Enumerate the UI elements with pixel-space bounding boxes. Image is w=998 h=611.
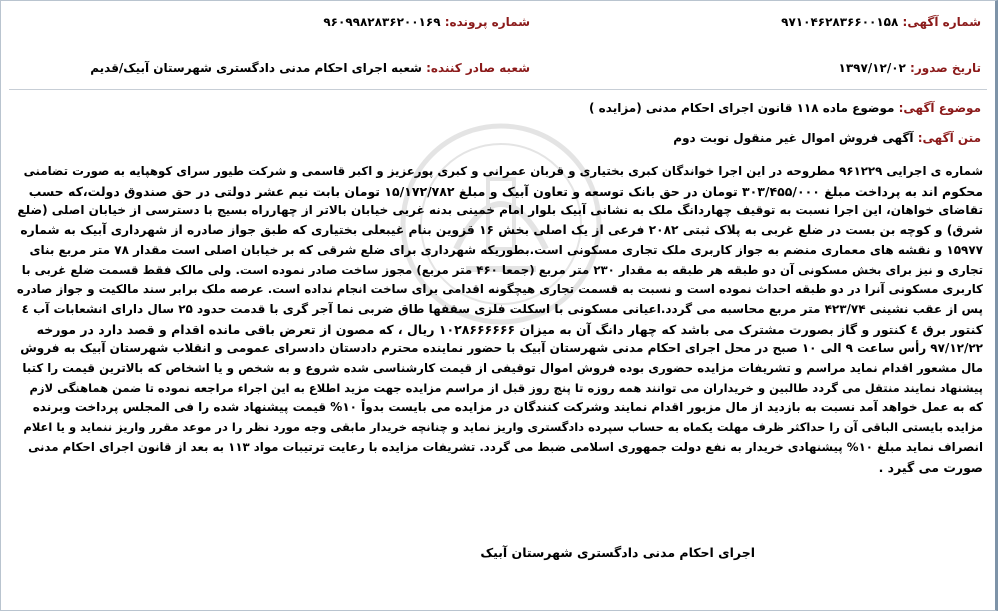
body-line: مزایده بایستی الباقی آن را حداکثر ظرف مهلت یکماه به حساب سپرده دادگستری واریز نماید و چنانچه خریدار مابقی وجه مورد نظر را در موعد مقرر واریز ننماید و یا اعلام (23, 420, 983, 435)
header-separator (9, 89, 987, 90)
body-line: پیشنهاد نمایند منتقل می گردد طالبین و خریداران می توانند همه روزه تا پنج روز قبل از مراسم مزایده جهت مزید اطلاع به این اجراء مراجعه نموده تا ضمن هماهنگی لازم (29, 380, 983, 395)
body-line: شرق) و کوچه بن بست در ضلع غربی به پلاک ثبتی ۲۰۸۲ فرعی از یک اصلی بخش ۱۶ قزوین بنام غیبعلی بختیاری که طبق جواز صادره از شهرداری آبیک به شماره (20, 223, 983, 238)
ad-number-value: ۹۷۱۰۴۶۲۸۳۶۶۰۰۱۵۸ (781, 15, 899, 29)
case-number (323, 15, 530, 29)
issue-date (839, 61, 982, 75)
body-line: صورت می گیرد . (878, 459, 983, 475)
signature: اجرای احکام مدنی دادگستری شهرستان آبیک (480, 545, 755, 560)
ad-number (781, 15, 981, 29)
body-line: انصراف نماید مبلغ ۱۰% پیشنهادی خریدار به نفع دولت جمهوری اسلامی ضبط می گردد. تشریفات مزایده با رعایت ترتیبات مواد ۱۱۳ به بعد از قانون اجرای احکام مدنی (28, 439, 983, 454)
subject-label: موضوع آگهی: (898, 101, 981, 115)
issue-date-label: تاریخ صدور: (910, 61, 981, 75)
issuer-value: شعبه اجرای احکام مدنی دادگستری شهرستان آبیک/قدیم (90, 61, 422, 75)
body-line: مال مشعور اقدام نماید مراسم و تشریفات مزایده حضوری بوده فروش اموال توقیفی از قیمت کارشناسی شده شروع و به شخص و یا اشخاص که بالاترین قیمت را کتبا (22, 361, 983, 376)
body-line: محکوم اند به پرداخت مبلغ ۳۰۳/۴۵۵/۰۰۰ تومان در حق بانک توسعه و تعاون آبیک و مبلغ ۱۵/۱۷۲/۷۸۲ تومان بابت نیم عشر دولتی در حق صندوق دولت،که حسب (28, 183, 983, 199)
body-line: که به عمل خواهد آمد نسبت به بازدید از مال مزبور اقدام نمایند وشرکت کنندگان در مزایده می بایست بدواً ۱۰% قیمت پیشنهاد شده را فی المجلس پرداخت وبرنده (32, 400, 983, 415)
issuer-label: شعبه صادر کننده: (426, 61, 530, 75)
notice-title: آگهی فروش اموال غیر منقول نوبت دوم (673, 131, 914, 145)
notice-body (17, 162, 983, 477)
notice-text-label: متن آگهی: (917, 131, 981, 145)
body-line: تقاضای خواهان، این اجرا نسبت به توقیف چهاردانگ ملک به نشانی آبیک بلوار امام خمینی بدنه غربی خیابان بالاتر از چهارراه بسیج با دسترسی از خیابان اصلی (ضلع (17, 203, 983, 218)
notice-text-heading (673, 131, 981, 145)
body-line: تجاری و نیز برای بخش مسکونی آن دو طبقه هر طبقه به مقدار ۲۳۰ متر مربع (جمعا ۴۶۰ متر مربع) مجوز ساخت صادر نموده است. ولی مالک فقط قسمت ضلع غربی با (21, 262, 983, 277)
ad-number-label: شماره آگهی: (902, 15, 981, 29)
body-line: ۹۷/۱۲/۲۲ رأس ساعت ۹ الی ۱۰ صبح در محل اجرای احکام مدنی شهرستان آبیک با حضور نماینده محترم دادستان دادسرای عمومی و انقلاب شهرستان آبیک به فروش (20, 341, 983, 356)
body-line: کنتور برق ٤ کنتور و گاز بصورت مشترک می باشد که چهار دانگ آن به میزان ۱۰۲۸۶۶۶۶۶۶ ریال ، که مصون از تعرض باقی مانده اقدام و قصد دارد در مورخه (36, 321, 983, 337)
body-line: پس از عقب نشینی ۴۲۳/۷۴ متر مربع محاسبه می گردد.اعیانی مسکونی با اسکلت فلزی سقفها طاق ضربی نما آجر گری با قدمت حدود ۲۵ سال دارای انشعابات آب ٤ (21, 301, 983, 316)
subject-value: موضوع ماده ۱۱۸ قانون اجرای احکام مدنی (مزایده ) (589, 101, 895, 115)
body-line: شماره ی اجرایی ۹۶۱۲۲۹ مطروحه در این اجرا خواندگان کبری بختیاری و قربان عمرانی و کبری پورعزیز و اکبر قاسمی و شرکت طیور سرای کوهپایه به صورت تضامنی (23, 164, 983, 178)
issuer (90, 61, 530, 75)
case-number-value: ۹۶۰۹۹۸۲۸۳۶۲۰۰۱۶۹ (323, 15, 441, 29)
case-number-label: شماره پرونده: (444, 15, 530, 29)
body-line: ۱۵۹۷۷ و نقشه های معماری منضم به جواز کاربری ملک تجاری مسکونی است.بطوریکه شهرداری برای ضلع شرقی که بر خیابان اصلی است مقدار ۷۸ متر مربع بنای (29, 242, 983, 257)
body-line: کاربری مسکونی آنرا در دو طبقه احداث نموده است و نسبت به قسمت تجاری هیچگونه اقدامی برای ساخت انجام نداده است. عرصه ملک برابر سند مالکیت و جواز صادره (17, 282, 983, 297)
subject (589, 101, 981, 115)
issue-date-value: ۱۳۹۷/۱۲/۰۲ (838, 61, 906, 75)
